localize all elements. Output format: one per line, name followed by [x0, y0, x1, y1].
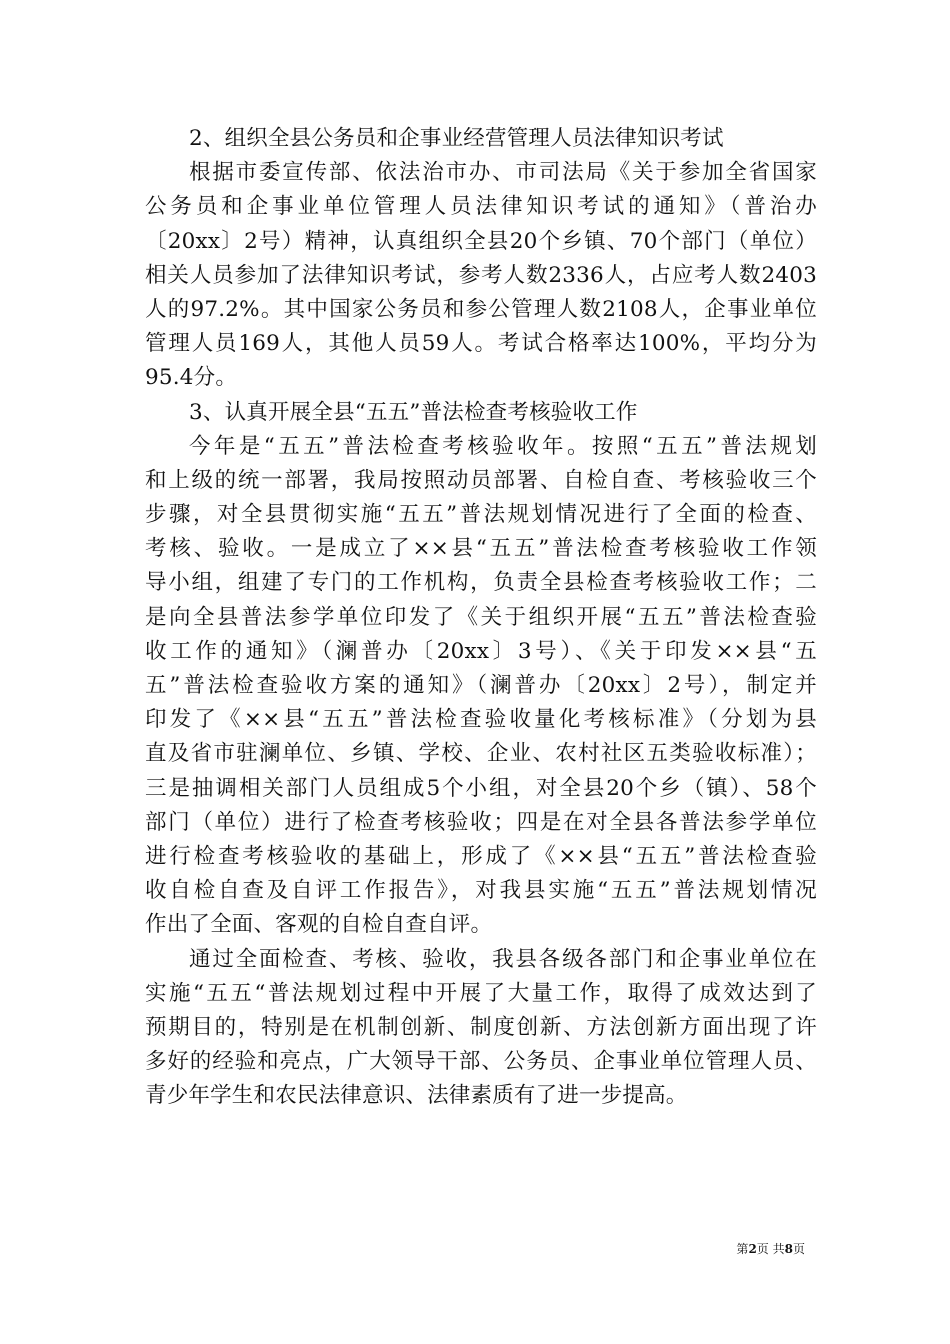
footer-suffix: 页 [792, 1242, 805, 1256]
text-line: 3、认真开展全县“五五”普法检查考核验收工作 [189, 399, 638, 425]
text-line: 预期目的，特别是在机制创新、制度创新、方法创新方面出现了许 [145, 1014, 817, 1040]
text-line: 五”普法检查验收方案的通知》（澜普办〔20xx〕2号），制定并 [145, 673, 817, 698]
document-body [145, 122, 817, 1113]
text-line: 根据市委宣传部、依法治市办、市司法局《关于参加全省国家 [189, 160, 817, 186]
text-line: 相关人员参加了法律知识考试，参考人数2336人，占应考人数2403 [145, 262, 817, 288]
text-line: 〔20xx〕2号）精神，认真组织全县20个乡镇、70个部门（单位） [145, 228, 817, 254]
text-line: 公务员和企事业单位管理人员法律知识考试的通知》（普治办 [145, 194, 817, 220]
footer-middle: 页 共 [756, 1242, 785, 1256]
text-line: 导小组，组建了专门的工作机构，负责全县检查考核验收工作；二 [145, 570, 817, 596]
text-line: 直及省市驻澜单位、乡镇、学校、企业、农村社区五类验收标准）； [145, 741, 817, 767]
text-line: 95.4分。 [145, 365, 238, 391]
current-page-number: 2 [748, 1242, 757, 1256]
text-line: 收工作的通知》（澜普办〔20xx〕3号）、《关于印发××县“五 [145, 638, 817, 664]
text-line: 部门（单位）进行了检查考核验收；四是在对全县各普法参学单位 [145, 809, 817, 835]
text-line: 今年是“五五”普法检查考核验收年。按照“五五”普法规划 [189, 433, 817, 459]
text-line: 考核、验收。一是成立了××县“五五”普法检查考核验收工作领 [145, 536, 817, 562]
text-line: 青少年学生和农民法律意识、法律素质有了进一步提高。 [145, 1083, 688, 1109]
text-line: 收自检自查及自评工作报告》，对我县实施“五五”普法规划情况 [145, 878, 817, 904]
text-line: 2、组织全县公务员和企事业经营管理人员法律知识考试 [189, 126, 724, 151]
total-pages-number: 8 [784, 1242, 793, 1256]
page-footer [736, 1241, 805, 1257]
text-line: 人的97.2%。其中国家公务员和参公管理人数2108人，企事业单位 [145, 296, 817, 322]
text-line: 是向全县普法参学单位印发了《关于组织开展“五五”普法检查验 [145, 604, 817, 630]
text-line: 三是抽调相关部门人员组成5个小组，对全县20个乡（镇）、58个 [145, 775, 817, 801]
text-line: 多好的经验和亮点，广大领导干部、公务员、企事业单位管理人员、 [145, 1049, 817, 1075]
text-line: 印发了《××县“五五”普法检查验收量化考核标准》（分划为县 [145, 707, 817, 733]
text-line: 管理人员169人，其他人员59人。考试合格率达100%，平均分为 [145, 331, 817, 357]
text-line: 实施“五五“普法规划过程中开展了大量工作，取得了成效达到了 [145, 980, 817, 1006]
text-line: 和上级的统一部署，我局按照动员部署、自检自查、考核验收三个 [145, 467, 817, 493]
text-line: 进行检查考核验收的基础上，形成了《××县“五五”普法检查验 [145, 843, 817, 869]
text-line: 通过全面检查、考核、验收，我县各级各部门和企事业单位在 [189, 946, 817, 972]
text-line: 作出了全面、客观的自检自查自评。 [145, 912, 493, 938]
text-line: 步骤，对全县贯彻实施“五五”普法规划情况进行了全面的检查、 [145, 502, 817, 528]
footer-prefix: 第 [736, 1242, 749, 1256]
